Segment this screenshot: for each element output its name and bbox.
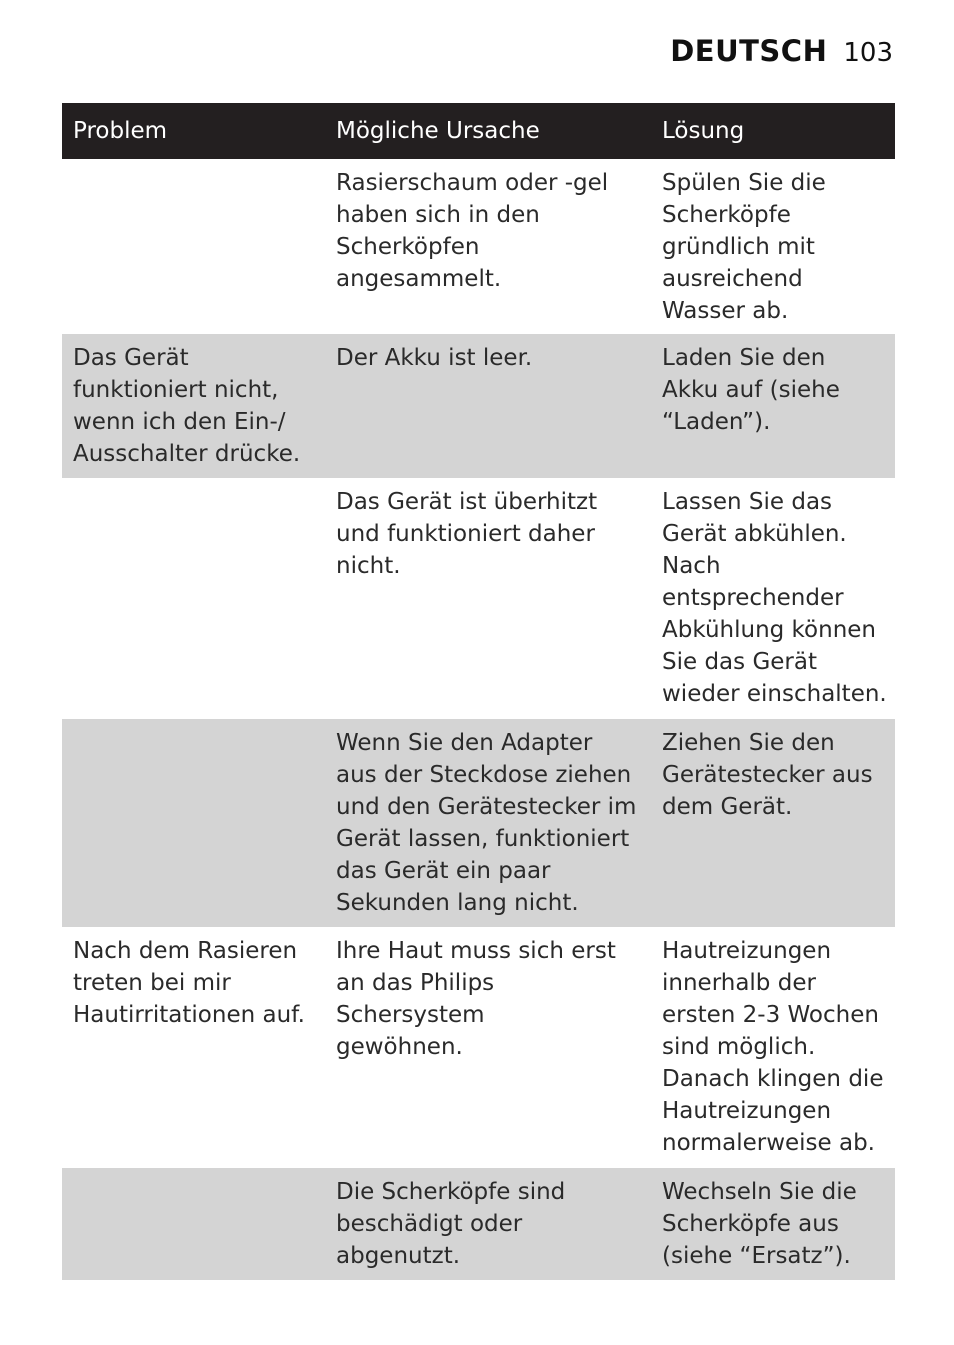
solution-cell: Laden Sie den Akku auf (siehe “Laden”). [662, 345, 840, 435]
problem-cell [62, 1168, 325, 1280]
cause-cell: Ihre Haut muss sich erst an das Philips Schersystem gewöhnen. [336, 938, 616, 1060]
column-header-problem: Problem [73, 118, 168, 144]
language-label: DEUTSCH [670, 34, 828, 68]
table-row [62, 719, 895, 927]
cause-cell: Wenn Sie den Adapter aus der Steckdose ziehen und den Gerätestecker im Gerät lassen, funktioniert das Gerät ein paar Sekunden lang nicht. [336, 730, 637, 916]
troubleshooting-table [62, 103, 895, 1280]
problem-cell: Das Gerät funktioniert nicht, wenn ich den Ein-/ Ausschalter drücke. [73, 345, 301, 467]
solution-cell: Spülen Sie die Scherköpfe gründlich mit ausreichend Wasser ab. [662, 170, 826, 324]
solution-cell: Wechseln Sie die Scherköpfe aus (siehe “Ersatz”). [662, 1179, 857, 1269]
problem-cell [62, 719, 325, 927]
cause-cell: Das Gerät ist überhitzt und funktioniert daher nicht. [336, 489, 598, 579]
solution-cell: Ziehen Sie den Gerätestecker aus dem Gerät. [662, 730, 873, 820]
page-number: 103 [843, 38, 893, 68]
problem-cell: Nach dem Rasieren treten bei mir Hautirritationen auf. [73, 938, 305, 1028]
table-row [62, 334, 895, 478]
table-row [62, 1168, 895, 1280]
table-row [62, 159, 895, 334]
column-header-solution: Lösung [662, 118, 745, 144]
problem-cell [62, 159, 325, 335]
table-header [62, 103, 895, 159]
cause-cell: Die Scherköpfe sind beschädigt oder abgenutzt. [336, 1179, 566, 1269]
solution-cell: Lassen Sie das Gerät abkühlen. Nach entsprechender Abkühlung können Sie das Gerät wieder einschalten. [662, 489, 887, 707]
problem-cell [62, 478, 325, 719]
table-row [62, 927, 895, 1168]
column-header-cause: Mögliche Ursache [336, 118, 540, 144]
cause-cell: Rasierschaum oder -gel haben sich in den Scherköpfen angesammelt. [336, 170, 609, 292]
solution-cell: Hautreizungen innerhalb der ersten 2-3 Wochen sind möglich. Danach klingen die Hautreizungen normalerweise ab. [662, 938, 884, 1156]
table-row [62, 478, 895, 719]
cause-cell: Der Akku ist leer. [336, 345, 533, 371]
page-header [0, 34, 893, 68]
